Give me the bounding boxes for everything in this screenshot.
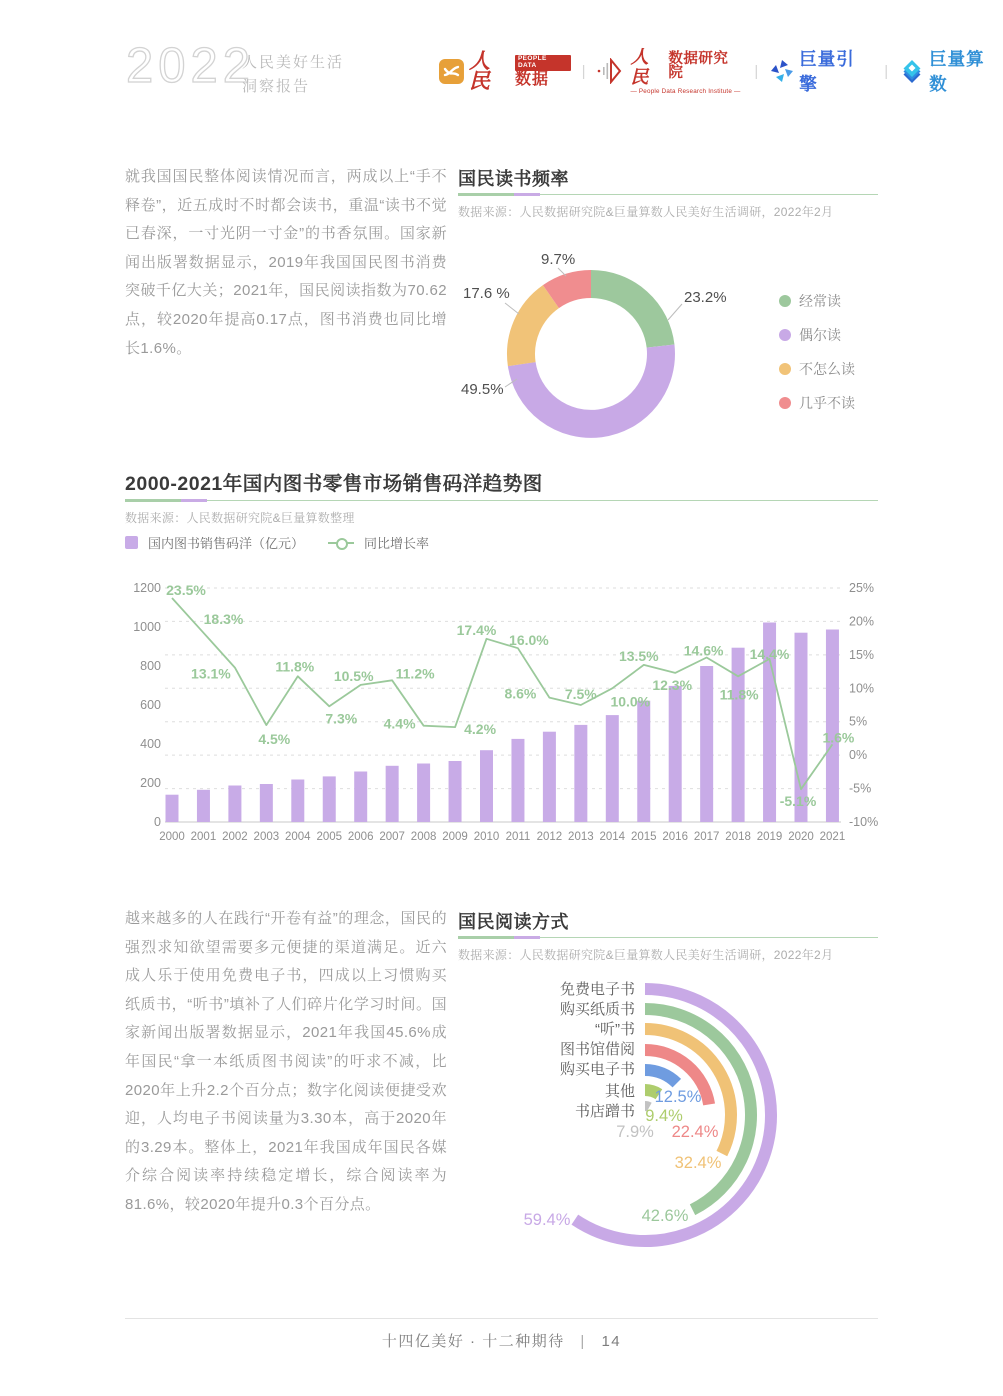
donut-value-label: 23.2% xyxy=(684,289,727,306)
growth-label: 18.3% xyxy=(203,610,244,627)
bar-2005 xyxy=(323,776,336,822)
right-axis-tick: 15% xyxy=(849,647,875,662)
report-title-line1: 人民美好生活 xyxy=(242,54,345,71)
legend-label: 偶尔读 xyxy=(799,327,841,343)
x-axis-label: 2005 xyxy=(316,831,343,843)
donut-segment-不怎么读 xyxy=(521,297,551,364)
radial-value-label: 59.4% xyxy=(523,1211,571,1229)
bar-2007 xyxy=(386,766,399,822)
juliang-engine-name: 巨量引擎 xyxy=(799,49,855,94)
x-axis-label: 2020 xyxy=(788,831,814,843)
line-series-label: 同比增长率 xyxy=(364,536,430,551)
juliang-engine-icon xyxy=(769,58,795,84)
footer-page-number: 14 xyxy=(601,1333,622,1350)
renmin-research-name: 数据研究院 xyxy=(668,50,729,82)
renmin-research-subtitle: — People Data Research Institute — xyxy=(630,87,741,95)
bar-2010 xyxy=(480,750,493,822)
report-year: 2022 xyxy=(126,39,256,93)
juliang-suanshu-name: 巨量算数 xyxy=(929,49,985,94)
growth-label: 14.6% xyxy=(683,642,724,659)
radial-value-label: 7.9% xyxy=(616,1123,654,1141)
growth-label: 1.6% xyxy=(822,729,855,746)
report-title xyxy=(242,51,344,99)
footer-tagline: 十四亿美好 · 十二种期待 xyxy=(381,1333,565,1350)
x-axis-label: 2017 xyxy=(693,831,720,843)
logo-renmin-research xyxy=(596,47,743,95)
x-axis-label: 2012 xyxy=(536,831,563,843)
donut-segments xyxy=(521,284,661,424)
x-axis-label: 2002 xyxy=(222,831,248,843)
renmin-data-script: 人民 xyxy=(468,49,490,93)
growth-label: 4.2% xyxy=(464,721,497,738)
right-axis-tick: -10% xyxy=(849,815,879,829)
right-axis-tick: 20% xyxy=(849,614,875,629)
radial-category-label: 购买纸质书 xyxy=(559,1001,635,1018)
growth-label: 12.3% xyxy=(652,676,693,693)
donut-value-label: 49.5% xyxy=(461,381,504,398)
paragraph-reading-methods: 越来越多的人在践行“开卷有益”的理念，国民的强烈求知欲望需要多元便捷的渠道满足。近六成人乐于使用免费电子书，四成以上习惯购买纸质书，“听书”填补了人们碎片化学习时间。国家新闻出版署数据显示，2021年我国45.6%成年国民“拿一本纸质图书阅读”的吁求不减，比2020年上升2.2个百分点；数字化阅读便捷受欢迎，人均电子书阅读量为3.30本，高于2020年的3.29本。整体上，2021年我国成年国民各媒介综合阅读率持续稳定增长，综合阅读率为81.6%，较2020年提升0.3个百分点。 xyxy=(125,910,447,1213)
bar-2011 xyxy=(511,739,524,822)
right-axis-tick: 0% xyxy=(849,748,868,763)
bar-2001 xyxy=(197,790,210,822)
title-rule xyxy=(125,499,878,502)
radial-category-label: 其他 xyxy=(604,1083,635,1100)
left-axis-tick: 800 xyxy=(140,659,161,673)
legend-dot xyxy=(779,397,791,409)
bar-2014 xyxy=(606,715,619,822)
left-axis-tick: 600 xyxy=(140,698,161,712)
x-axis-label: 2013 xyxy=(568,831,594,843)
donut-leader-line xyxy=(558,268,566,276)
growth-label: 4.4% xyxy=(383,715,416,732)
growth-label: 8.6% xyxy=(504,685,537,702)
donut-value-label: 9.7% xyxy=(541,251,576,268)
legend-item xyxy=(779,386,855,420)
growth-label: 7.3% xyxy=(325,710,358,727)
donut-leader-line xyxy=(668,304,682,320)
title-rule xyxy=(458,193,878,196)
growth-label: 13.1% xyxy=(191,665,231,682)
right-axis-tick: 5% xyxy=(849,714,868,729)
x-axis-label: 2018 xyxy=(725,831,751,843)
x-axis-label: 2021 xyxy=(819,831,846,843)
radial-category-label: 图书馆借阅 xyxy=(559,1041,635,1058)
footer xyxy=(0,1330,1003,1351)
growth-label: 11.2% xyxy=(395,665,435,682)
donut-value-label: 17.6 % xyxy=(463,285,510,302)
line-series-marker xyxy=(328,537,354,549)
donut-chart-source: 数据来源：人民数据研究院&巨量算数人民美好生活调研，2022年2月 xyxy=(458,205,834,219)
legend-item xyxy=(779,352,855,386)
x-axis-label: 2019 xyxy=(756,831,783,843)
donut-segment-偶尔读 xyxy=(522,346,661,424)
bar-2021 xyxy=(826,630,839,823)
radial-category-label: “听”书 xyxy=(595,1021,635,1038)
x-axis-label: 2011 xyxy=(505,831,531,843)
trend-chart-source: 数据来源：人民数据研究院&巨量算数整理 xyxy=(125,511,355,525)
bar-series-label: 国内图书销售码洋（亿元） xyxy=(148,536,305,551)
bar-2009 xyxy=(449,761,462,822)
radial-arc-购买电子书 xyxy=(645,1070,677,1083)
radial-category-label: 购买电子书 xyxy=(559,1061,635,1078)
left-axis-tick: 0 xyxy=(154,815,161,829)
x-axis-label: 2009 xyxy=(442,831,468,843)
right-axis-tick: -5% xyxy=(849,781,872,796)
radial-category-label: 免费电子书 xyxy=(559,981,635,998)
x-axis-label: 2003 xyxy=(253,831,280,843)
bar-2016 xyxy=(669,686,682,822)
x-axis-label: 2004 xyxy=(285,831,311,843)
paragraph-reading-overview: 就我国国民整体阅读情况而言，两成以上“手不释卷”，近五成时不时都会读书，重温“读书不觉已春深，一寸光阴一寸金”的书香氛围。国家新闻出版署数据显示，2019年我国国民图书消费突破千亿大关；2021年，国民阅读指数为70.62点，较2020年提高0.17点，图书消费也同比增长1.6%。 xyxy=(125,168,447,357)
growth-label: 11.8% xyxy=(719,686,759,703)
bar-2002 xyxy=(228,786,241,823)
radial-value-label: 22.4% xyxy=(671,1123,719,1141)
x-axis-label: 2001 xyxy=(190,831,217,843)
radial-value-label: 42.6% xyxy=(641,1207,689,1225)
logo-divider: | xyxy=(581,62,586,80)
renmin-data-icon xyxy=(438,58,465,85)
legend-item xyxy=(779,284,855,318)
reading-methods-radial-chart xyxy=(455,965,885,1295)
book-retail-trend-chart xyxy=(125,570,895,860)
legend-dot xyxy=(779,329,791,341)
logo-divider: | xyxy=(754,62,759,80)
trend-legend xyxy=(125,533,429,552)
radial-value-label: 9.4% xyxy=(645,1107,683,1125)
growth-label: 14.4% xyxy=(749,645,790,662)
footer-divider-line xyxy=(125,1318,878,1319)
report-title-line2: 洞察报告 xyxy=(242,78,311,95)
legend-dot xyxy=(779,363,791,375)
logo-renmin-data xyxy=(438,51,571,91)
growth-label: 17.4% xyxy=(456,621,497,638)
logo-bar xyxy=(438,46,1003,96)
bar-2017 xyxy=(700,666,713,822)
growth-label: 16.0% xyxy=(509,632,549,649)
growth-label: 11.8% xyxy=(275,658,315,675)
bar-2000 xyxy=(166,795,179,822)
growth-label: 10.5% xyxy=(333,667,374,684)
x-axis-label: 2014 xyxy=(599,831,626,843)
bar-2012 xyxy=(543,732,556,822)
legend-label: 经常读 xyxy=(799,293,841,309)
radial-value-label: 12.5% xyxy=(654,1088,702,1106)
logo-divider: | xyxy=(884,62,889,80)
legend-item xyxy=(779,318,855,352)
left-axis-tick: 1200 xyxy=(133,581,161,595)
people-data-tag: PEOPLE DATA xyxy=(515,55,571,71)
left-axis-tick: 1000 xyxy=(133,620,161,634)
bar-2004 xyxy=(291,780,304,823)
legend-label: 不怎么读 xyxy=(799,361,855,377)
bar-series-swatch xyxy=(125,536,138,549)
bar-2008 xyxy=(417,764,430,823)
reading-frequency-donut-chart xyxy=(455,240,785,455)
donut-segment-经常读 xyxy=(591,284,661,346)
x-axis-label: 2015 xyxy=(630,831,657,843)
juliang-suanshu-icon xyxy=(899,58,925,84)
x-axis-label: 2006 xyxy=(347,831,374,843)
growth-label: -5.1% xyxy=(779,793,817,810)
radial-category-label: 书店蹭书 xyxy=(574,1103,635,1120)
renmin-research-script: 人民 xyxy=(630,46,649,87)
logo-juliang-engine xyxy=(769,46,873,96)
growth-label: 13.5% xyxy=(618,647,659,664)
donut-legend xyxy=(779,284,855,420)
x-axis-label: 2000 xyxy=(159,831,185,843)
x-axis-label: 2008 xyxy=(410,831,437,843)
right-axis-tick: 10% xyxy=(849,681,875,696)
bar-2013 xyxy=(574,725,587,822)
bar-2003 xyxy=(260,784,273,822)
legend-label: 几乎不读 xyxy=(799,395,855,411)
x-axis-label: 2007 xyxy=(379,831,405,843)
growth-label: 10.0% xyxy=(610,693,651,710)
right-axis-tick: 25% xyxy=(849,581,875,595)
soundwave-icon xyxy=(596,58,626,84)
growth-label: 23.5% xyxy=(166,582,206,598)
growth-label: 7.5% xyxy=(564,686,597,702)
title-rule xyxy=(458,936,878,939)
renmin-data-name: 数据 xyxy=(514,70,549,88)
bar-2006 xyxy=(354,772,367,823)
radial-chart-source: 数据来源：人民数据研究院&巨量算数人民美好生活调研，2022年2月 xyxy=(458,948,834,962)
x-axis-label: 2016 xyxy=(662,831,688,843)
growth-label: 4.5% xyxy=(258,731,291,748)
bar-series xyxy=(166,623,839,823)
donut-leader-line xyxy=(505,303,519,314)
donut-chart-title: 国民读书频率 xyxy=(458,169,569,189)
radial-value-label: 32.4% xyxy=(674,1154,722,1172)
footer-separator: | xyxy=(580,1333,586,1350)
donut-segment-几乎不读 xyxy=(551,284,591,297)
logo-juliang-suanshu xyxy=(899,46,1003,96)
bar-2015 xyxy=(637,701,650,822)
left-axis-tick: 400 xyxy=(140,737,161,751)
radial-chart-title: 国民阅读方式 xyxy=(458,912,569,932)
legend-dot xyxy=(779,295,791,307)
trend-chart-title: 2000-2021年国内图书零售市场销售码洋趋势图 xyxy=(125,473,543,495)
left-axis-tick: 200 xyxy=(140,776,161,790)
x-axis-label: 2010 xyxy=(473,831,500,843)
